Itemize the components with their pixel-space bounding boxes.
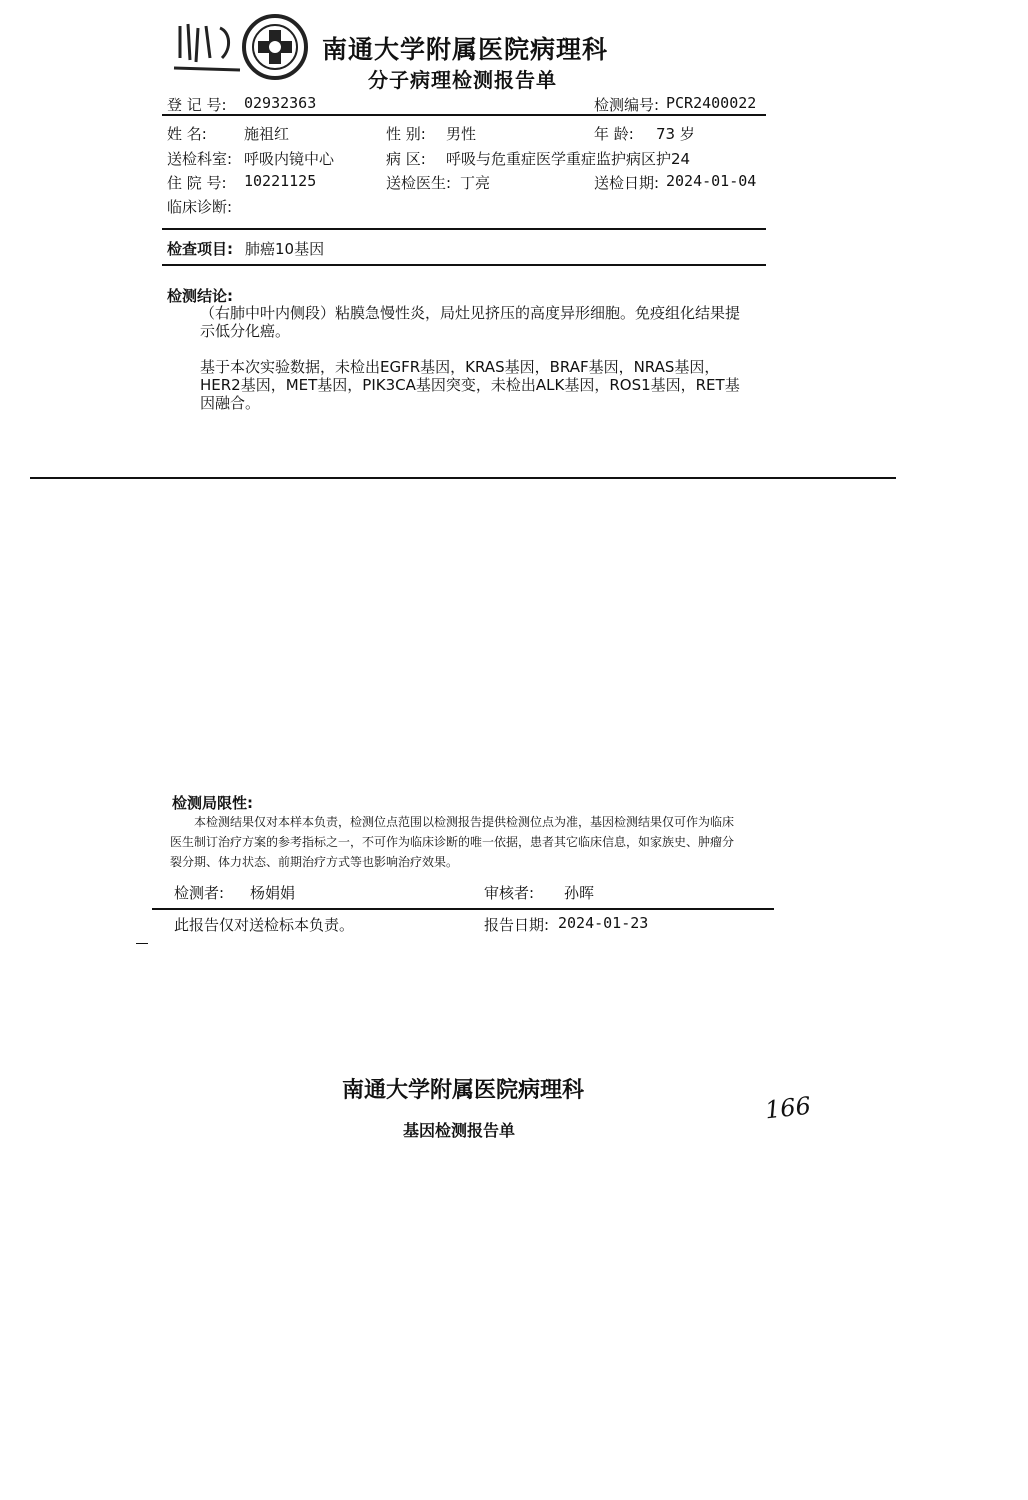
tester-value: 杨娟娟	[250, 884, 296, 902]
report-date-value: 2024-01-23	[558, 914, 649, 932]
exam-item-label: 检查项目:	[167, 240, 233, 258]
page-cut-line	[30, 477, 896, 479]
redacted-scribble	[170, 18, 250, 78]
hospital-title: 南通大学附属医院病理科	[322, 35, 609, 64]
sex-value: 男性	[446, 125, 477, 143]
reg-label: 登 记 号:	[167, 96, 227, 114]
age-label: 年 龄:	[594, 125, 634, 143]
inpatient-label: 住 院 号:	[167, 174, 227, 192]
report-date-label: 报告日期:	[484, 916, 550, 934]
divider-exam-bottom	[162, 264, 766, 266]
conclusion-paragraph-2: 基于本次实验数据，未检出EGFR基因，KRAS基因，BRAF基因，NRAS基因，HER2基因，MET基因，PIK3CA基因突变，未检出ALK基因，ROS1基因，RET基因融合。	[200, 358, 740, 412]
margin-mark	[136, 943, 148, 944]
second-page-hospital: 南通大学附属医院病理科	[342, 1077, 585, 1103]
name-value: 施祖红	[244, 125, 290, 143]
ward-label: 病 区:	[386, 150, 426, 168]
dept-label: 送检科室:	[167, 150, 233, 168]
exam-item-value: 肺癌10基因	[245, 240, 325, 258]
handwritten-page-number: 166	[763, 1091, 813, 1125]
conclusion-paragraph-1: （右肺中叶内侧段）粘膜急慢性炎，局灶见挤压的高度异形细胞。免疫组化结果提示低分化癌。	[200, 304, 741, 340]
conclusion-label: 检测结论:	[167, 287, 233, 305]
tester-label: 检测者:	[174, 884, 225, 902]
divider-footer	[152, 908, 774, 910]
diagnosis-label: 临床诊断:	[167, 198, 233, 216]
disclaimer-text: 此报告仅对送检标本负责。	[174, 916, 355, 934]
inpatient-value: 10221125	[244, 172, 317, 190]
report-title: 分子病理检测报告单	[368, 68, 557, 92]
test-no-value: PCR2400022	[666, 94, 757, 112]
divider-exam-top	[162, 228, 766, 230]
reg-value: 02932363	[244, 94, 317, 112]
name-label: 姓 名:	[167, 125, 207, 143]
second-page-title: 基因检测报告单	[403, 1121, 516, 1140]
doctor-value: 丁亮	[460, 174, 491, 192]
limitations-label: 检测局限性:	[172, 794, 253, 812]
divider-top	[162, 114, 766, 116]
ward-value: 呼吸与危重症医学重症监护病区护24	[446, 150, 691, 168]
sex-label: 性 别:	[386, 125, 426, 143]
hospital-seal-icon	[240, 14, 310, 80]
send-date-label: 送检日期:	[594, 174, 660, 192]
age-value: 73 岁	[656, 125, 695, 143]
doctor-label: 送检医生:	[386, 174, 452, 192]
reviewer-label: 审核者:	[484, 884, 535, 902]
send-date-value: 2024-01-04	[666, 172, 757, 190]
reviewer-value: 孙晖	[564, 884, 595, 902]
limitations-text: 本检测结果仅对本样本负责，检测位点范围以检测报告提供检测位点为准，基因检测结果仅可作为临床医生制订治疗方案的参考指标之一，不可作为临床诊断的唯一依据，患者其它临床信息，如家族史、肿瘤分裂分期、体力状态、前期治疗方式等也影响治疗效果。	[170, 815, 735, 869]
test-no-label: 检测编号:	[594, 96, 660, 114]
dept-value: 呼吸内镜中心	[244, 150, 335, 168]
